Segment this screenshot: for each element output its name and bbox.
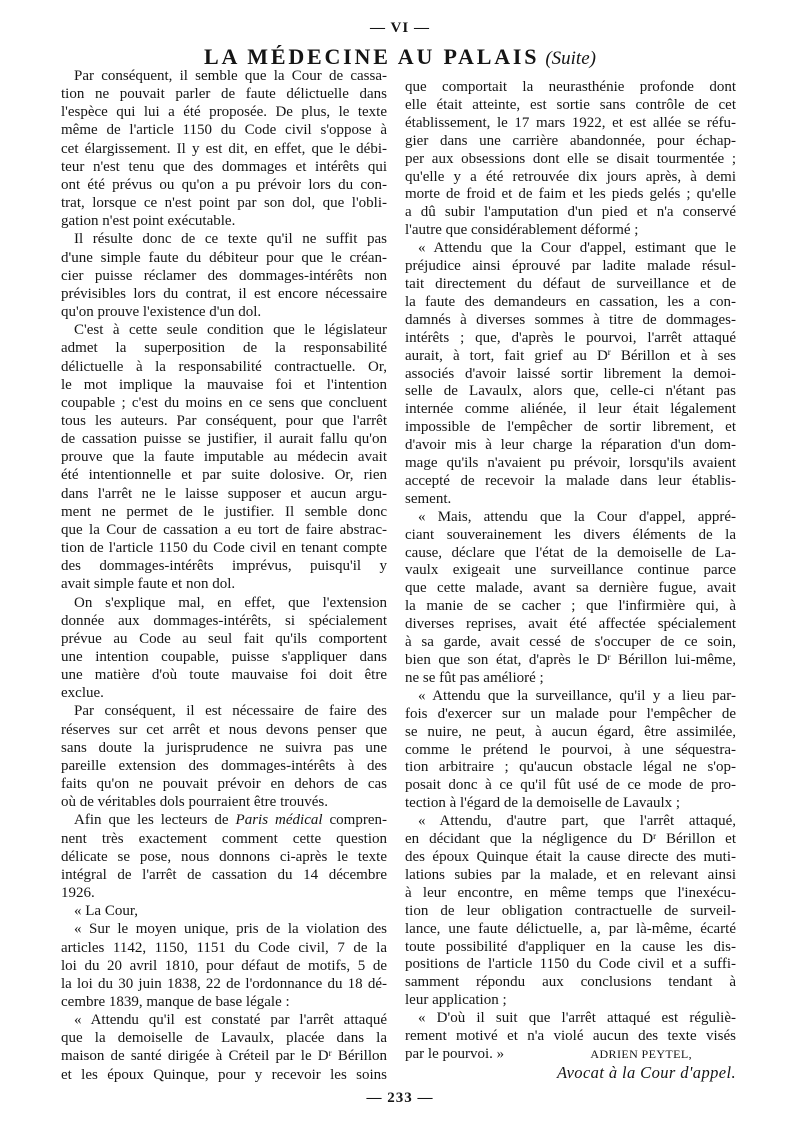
title-suite: (Suite) bbox=[545, 48, 596, 69]
text-line: accepté de recevoir la malade dans leur établis- bbox=[405, 472, 736, 489]
text-line: a dû subir l'amputation d'un pied et n'a conservé bbox=[405, 204, 736, 221]
text-line: ne se fût pas amélioré ; bbox=[405, 669, 544, 686]
text-line: « Attendu que la Cour d'appel, estimant que le bbox=[418, 240, 736, 257]
text-line: tion de l'article 1150 du Code civil en tenant compte bbox=[61, 540, 387, 557]
text-line: intérêts ; que, d'après le pourvoi, l'arrêt attaqué bbox=[405, 329, 736, 346]
text-line: elle était atteinte, est sortie sans contrôle de cet bbox=[405, 96, 736, 113]
text-line: impossible de l'empêcher de sortir librement, et bbox=[405, 419, 736, 436]
text-line: articles 1142, 1150, 1151 du Code civil, 7 de la bbox=[61, 939, 387, 956]
text-line: cembre 1839, manque de base légale : bbox=[61, 993, 290, 1010]
text-line: que la demoiselle de Lavaulx, placée dans la bbox=[61, 1030, 387, 1047]
text-line: prouve que la faute imputable au médecin avait bbox=[61, 449, 387, 466]
paragraph bbox=[61, 67, 387, 230]
superscript-text: r bbox=[607, 651, 611, 662]
text-segment: Bérillon et à ses bbox=[610, 347, 736, 364]
text-line: samment répondu aux conclusions tendant à bbox=[405, 974, 736, 991]
text-line: tection à l'égard de la demoiselle de Lavaulx ; bbox=[405, 795, 681, 812]
text-segment: Afin que les lecteurs de bbox=[74, 812, 236, 829]
text-line: « Sur le moyen unique, pris de la violation des bbox=[74, 921, 387, 938]
right-column-body bbox=[405, 79, 736, 1064]
text-line bbox=[405, 348, 736, 366]
text-line: loi du 20 avril 1810, pour défaut de motifs, 5 de bbox=[61, 957, 387, 974]
left-column bbox=[61, 67, 387, 1084]
text-line: cier puisse réclamer des dommages-intérêts non bbox=[61, 267, 387, 284]
text-segment: Bérillon bbox=[331, 1048, 387, 1065]
text-line: teur n'est tenu que des dommages et intérêts qui bbox=[61, 158, 387, 175]
text-line: fois d'exercer sur un malade pour l'empêcher de bbox=[405, 705, 736, 722]
text-line bbox=[61, 811, 387, 829]
text-line: positions de l'article 1150 du Code civil et a suffi- bbox=[405, 956, 736, 973]
text-line: établissement, le 17 mars 1922, et est allée se réfu- bbox=[405, 114, 736, 131]
page-folio: — VI — bbox=[370, 20, 430, 36]
text-line: selle de Lavaulx, alors que, celle-ci n'étant pas bbox=[405, 383, 736, 400]
text-line: été intentionnelle et par suite dolosive. Or, rien bbox=[61, 467, 387, 484]
text-line: à leur encontre, en même temps que l'inexécu- bbox=[405, 884, 736, 901]
text-line: leur application ; bbox=[405, 992, 507, 1009]
page-number: — 233 — bbox=[366, 1090, 434, 1106]
paragraph bbox=[405, 240, 736, 509]
paragraph bbox=[61, 321, 387, 593]
text-line bbox=[405, 652, 736, 670]
text-line: avait simple faute et non dol. bbox=[61, 576, 236, 593]
text-line: donnée aux dommages-intérêts, si spécialement bbox=[61, 612, 387, 629]
text-line: 1926. bbox=[61, 885, 95, 902]
text-segment: Bérillon et bbox=[656, 831, 736, 848]
text-line: internée comme aliénée, il leur était légalement bbox=[405, 401, 736, 418]
paragraph bbox=[61, 1011, 387, 1084]
text-line: tous les auteurs. Par conséquent, pour que l'arrêt bbox=[61, 412, 387, 429]
text-line: trat, lorsque ce n'est point par son dol, que l'obli- bbox=[61, 195, 387, 212]
text-line: des époux Quinque était la cause directe des muti- bbox=[405, 848, 736, 865]
text-line: réserves sur cet arrêt et nous devons penser que bbox=[61, 721, 387, 738]
title-text: LA MÉDECINE AU PALAIS bbox=[204, 44, 540, 69]
text-line: des dommages-intérêts imprévus, puisqu'il y bbox=[61, 558, 387, 575]
superscript-text: r bbox=[607, 347, 611, 358]
text-line: lance, une faute délictuelle, a, par là-même, écarté bbox=[405, 920, 736, 937]
text-line: lations subies par la malade, et en relevant ainsi bbox=[405, 866, 736, 883]
text-line: prévue au Code au seul fait qu'ils comportent bbox=[61, 630, 387, 647]
text-line: intégral de l'arrêt de cassation du 14 décembre bbox=[61, 866, 387, 883]
text-line: tion arbitraire ; qu'aucun obstacle légal ne s'op- bbox=[405, 759, 736, 776]
text-line: sans doute la jurisprudence ne suivra pas une bbox=[61, 739, 387, 756]
text-segment: maison de santé dirigée à Créteil par le D bbox=[61, 1048, 329, 1065]
paragraph bbox=[405, 79, 736, 240]
text-line: de cassation puisse se justifier, il aurait fallu qu'on bbox=[61, 431, 387, 448]
text-line: coupable ; c'est du moins en ce sens que concluent bbox=[61, 394, 387, 411]
text-line: nent très exactement comment cette question bbox=[61, 830, 387, 847]
signature-name: ADRIEN PEYTEL, bbox=[590, 1046, 692, 1061]
text-line: tion ne pouvait parler de faute délictuelle dans bbox=[61, 86, 387, 103]
text-line: que comportait la neurasthénie profonde dont bbox=[405, 79, 736, 95]
text-line: posait donc à ce qu'il fût usé de ce mode de pro- bbox=[405, 777, 736, 794]
text-line: « Mais, attendu que la Cour d'appel, appré- bbox=[418, 508, 736, 525]
text-line: damnés à diverses sommes à titre de dommages- bbox=[405, 311, 736, 328]
text-line: Il résulte donc de ce texte qu'il ne suffit pas bbox=[74, 231, 387, 248]
superscript-text: r bbox=[328, 1047, 332, 1058]
text-line: « D'où il suit que l'arrêt attaqué est réguliè- bbox=[418, 1010, 736, 1027]
text-segment: en décidant que la négligence du D bbox=[405, 831, 654, 848]
text-line: morte de froid et de faim et les pieds gelés ; qu'elle bbox=[405, 186, 736, 203]
text-line: gier dans une carrière abandonnée, pour échap- bbox=[405, 132, 736, 149]
text-line: la faute des demandeurs en cassation, les a con- bbox=[405, 293, 736, 310]
text-line: C'est à cette seule condition que le législateur bbox=[74, 322, 387, 339]
text-line: « Attendu que la surveillance, qu'il y a lieu par- bbox=[418, 687, 736, 704]
text-line: prévisibles lors du contrat, il est encore nécessaire bbox=[61, 285, 387, 302]
paragraph bbox=[405, 688, 736, 813]
text-line: sement. bbox=[405, 490, 452, 507]
text-line: d'une simple faute du débiteur pour que le créan- bbox=[61, 249, 387, 266]
paragraph bbox=[61, 902, 387, 920]
text-line: ciant souverainement les divers éléments de la bbox=[405, 526, 736, 543]
text-line bbox=[61, 1047, 387, 1065]
text-line: se nuire, ne peut, à aucun égard, être assimilée, bbox=[405, 723, 736, 740]
text-line: associés d'avoir laissé sortir librement la demoi- bbox=[405, 365, 736, 382]
text-segment: bien que son état, d'après le D bbox=[405, 652, 608, 668]
paragraph bbox=[405, 813, 736, 1010]
text-line: le mot implique la mauvaise foi et l'intention bbox=[61, 376, 387, 393]
text-line: qu'on prouve l'existence d'un dol. bbox=[61, 304, 262, 321]
text-line: ment ne permet de le justifier. Il semble donc bbox=[61, 503, 387, 520]
text-segment: Bérillon lui-même, bbox=[610, 652, 736, 668]
text-line: comme le prétend le pourvoi, à une séquestra- bbox=[405, 741, 736, 758]
text-line: d'avoir mis à leur charge la réparation d'un dom- bbox=[405, 437, 736, 454]
text-line: gation n'est point exécutable. bbox=[61, 213, 236, 230]
text-line: « La Cour, bbox=[74, 903, 138, 920]
text-line: une matière d'où toute mauvaise foi doit être bbox=[61, 667, 387, 684]
text-line: délictuelle à la responsabilité contractuelle. Or, bbox=[61, 358, 387, 375]
signature-role: Avocat à la Cour d'appel. bbox=[557, 1062, 736, 1082]
paragraph bbox=[61, 920, 387, 1011]
text-line: mage qu'ils n'avaient pu prévoir, lorsqu'ils avaient bbox=[405, 455, 736, 472]
italic-text: Paris médical bbox=[235, 812, 323, 829]
text-line: On s'explique mal, en effet, que l'extension bbox=[74, 594, 387, 611]
paragraph bbox=[61, 702, 387, 811]
paragraph bbox=[405, 509, 736, 688]
text-line: par le pourvoi. » bbox=[405, 1045, 505, 1062]
text-line: et les époux Quinque, pour y recevoir les soins bbox=[61, 1066, 387, 1083]
text-line: ont été prévus ou qu'on a pu prévoir lors du con- bbox=[61, 176, 387, 193]
text-line: « Attendu qu'il est constaté par l'arrêt attaqué bbox=[74, 1012, 387, 1029]
text-line: exclue. bbox=[61, 685, 104, 702]
superscript-text: r bbox=[653, 830, 657, 841]
text-line: délicate se pose, nous donnons ci-après le texte bbox=[61, 848, 387, 865]
text-line: où de véritables dols pourraient être trouvés. bbox=[61, 794, 328, 811]
right-column bbox=[405, 79, 736, 1082]
text-segment: compren- bbox=[322, 812, 387, 829]
text-line: l'autre que considérablement déformé ; bbox=[405, 222, 639, 239]
text-line: que cette malade, avant sa dernière fugue, avait bbox=[405, 580, 736, 597]
text-line: qu'elle y a été retrouvée dix jours après, à demi bbox=[405, 168, 736, 185]
paragraph bbox=[61, 594, 387, 703]
text-line: même de l'article 1150 du Code civil s'oppose à bbox=[61, 122, 387, 139]
text-line: per aux obsessions dont elle se disait tourmentée ; bbox=[405, 150, 736, 167]
text-line: vaulx exigeait une surveillance continue parce bbox=[405, 562, 736, 579]
text-line: admet la superposition de la responsabilité bbox=[61, 340, 387, 357]
text-line bbox=[405, 831, 736, 849]
text-line: toute possibilité d'appliquer en la cause les dis- bbox=[405, 938, 736, 955]
text-line: faits qu'on ne pouvait prévoir en dehors de cas bbox=[61, 776, 387, 793]
text-line: dans l'arrêt ne le laisse supposer et aucun argu- bbox=[61, 485, 387, 502]
text-line: préjudice ainsi éprouvé par ladite malade résul- bbox=[405, 258, 736, 275]
text-line: une intention coupable, puisse s'appliquer dans bbox=[61, 649, 387, 665]
text-line: que la Cour de cassation a eu tort de faire abstrac- bbox=[61, 521, 387, 538]
text-line: tion de leur obligation contractuelle de surveil- bbox=[405, 902, 736, 919]
paragraph bbox=[61, 230, 387, 321]
text-segment: aurait, à tort, fait grief au D bbox=[405, 347, 608, 364]
text-line: diverses reprises, avait été affectée spécialement bbox=[405, 616, 736, 633]
text-line: rement motivé et n'a violé aucun des texte visés bbox=[405, 1028, 736, 1045]
text-line: la loi du 30 juin 1838, 22 de l'ordonnance du 18 dé- bbox=[61, 975, 387, 992]
text-line: tait directement du défaut de surveillance et de bbox=[405, 275, 736, 292]
text-line: l'espèce qui lui a été proposée. De plus, le texte bbox=[61, 104, 387, 121]
text-line: la manie de se cacher ; que l'infirmière qui, à bbox=[405, 598, 736, 615]
text-line: « Attendu, d'autre part, que l'arrêt attaqué, bbox=[418, 813, 736, 830]
text-line: cause, déclare que l'état de la demoiselle de La- bbox=[405, 544, 736, 561]
text-line: à sa garde, avait cessé de s'occuper de ce soin, bbox=[405, 634, 736, 651]
text-line: pareille extension des dommages-intérêts à des bbox=[61, 757, 387, 774]
paragraph bbox=[61, 811, 387, 902]
text-line: Par conséquent, il semble que la Cour de cassa- bbox=[74, 68, 387, 84]
text-line: cet élargissement. Il y est dit, en effet, que le débi- bbox=[61, 140, 387, 157]
text-line: Par conséquent, il est nécessaire de faire des bbox=[74, 703, 387, 720]
